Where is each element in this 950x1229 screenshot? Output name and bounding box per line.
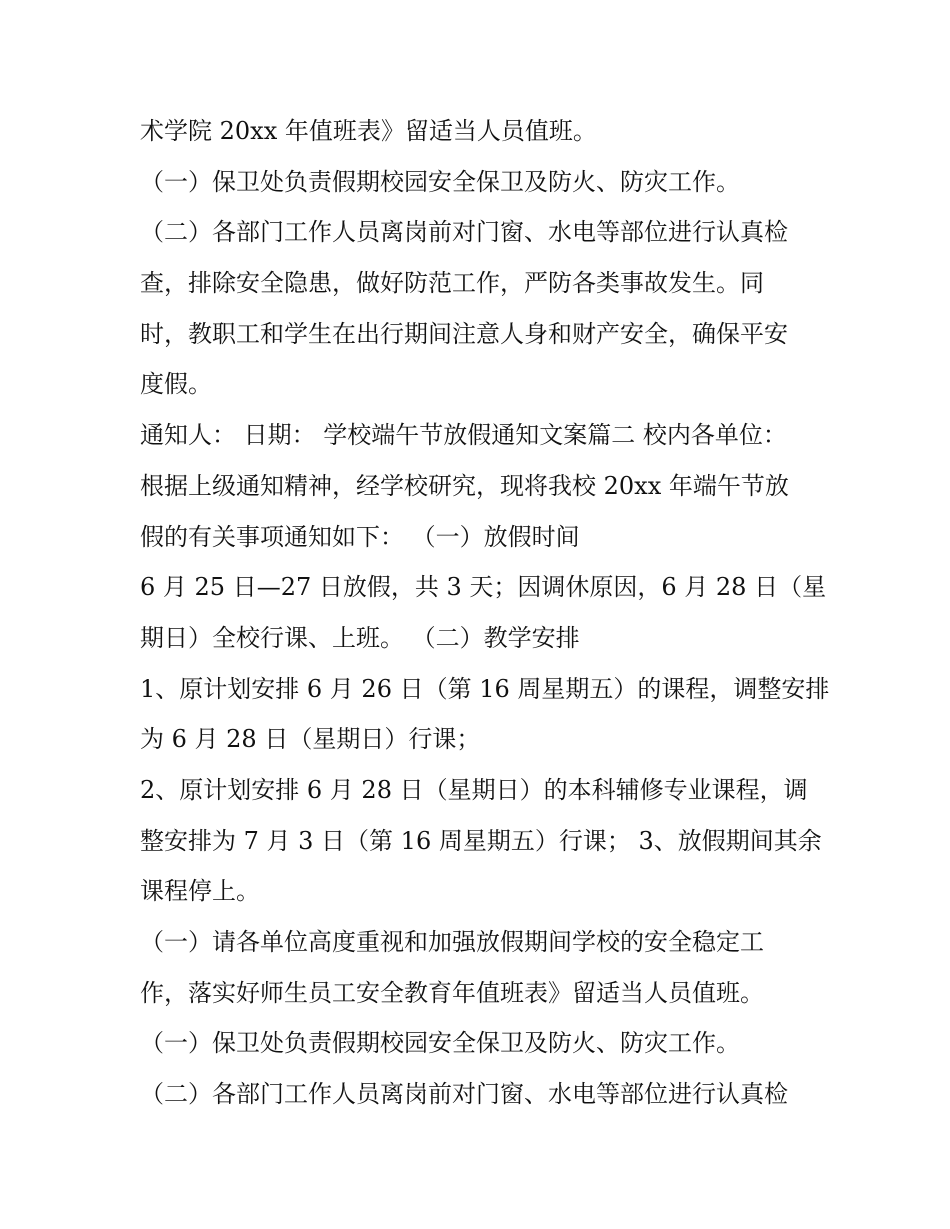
text-line: 整安排为 7 月 3 日（第 16 周星期五）行课； 3、放假期间其余 <box>140 826 822 855</box>
text-line: 查，排除安全隐患，做好防范工作，严防各类事故发生。同 <box>140 269 764 298</box>
text-line: （一）请各单位高度重视和加强放假期间学校的安全稳定工 <box>140 928 764 956</box>
text-line: 时，教职工和学生在出行期间注意人身和财产安全，确保平安 <box>140 319 788 348</box>
text-line: 根据上级通知精神，经学校研究，现将我校 20xx 年端午节放 <box>140 471 789 500</box>
text-line: 为 6 月 28 日（星期日）行课； <box>140 725 481 754</box>
text-line: （一）保卫处负责假期校园安全保卫及防火、防灾工作。 <box>140 167 740 196</box>
text-line: 度假。 <box>140 370 212 399</box>
text-line: 假的有关事项通知如下： （一）放假时间 <box>140 522 580 551</box>
text-line: 1、原计划安排 6 月 26 日（第 16 周星期五）的课程，调整安排 <box>140 674 830 703</box>
text-line: 作，落实好师生员工安全教育年值班表》留适当人员值班。 <box>140 978 764 1007</box>
text-line: 6 月 25 日—27 日放假，共 3 天；因调休原因，6 月 28 日（星 <box>140 573 827 602</box>
text-line: （二）各部门工作人员离岗前对门窗、水电等部位进行认真检 <box>140 1080 788 1109</box>
text-line: （二）各部门工作人员离岗前对门窗、水电等部位进行认真检 <box>140 218 788 247</box>
text-line: 通知人： 日期： 学校端午节放假通知文案篇二 校内各单位： <box>140 421 787 450</box>
text-line: 2、原计划安排 6 月 28 日（星期日）的本科辅修专业课程，调 <box>140 775 808 804</box>
text-line: 期日）全校行课、上班。 （二）教学安排 <box>140 623 580 652</box>
text-line: （一）保卫处负责假期校园安全保卫及防火、防灾工作。 <box>140 1029 740 1058</box>
text-line: 课程停上。 <box>140 877 260 906</box>
text-line: 术学院 20xx 年值班表》留适当人员值班。 <box>140 117 597 145</box>
document-body <box>140 106 830 1120</box>
